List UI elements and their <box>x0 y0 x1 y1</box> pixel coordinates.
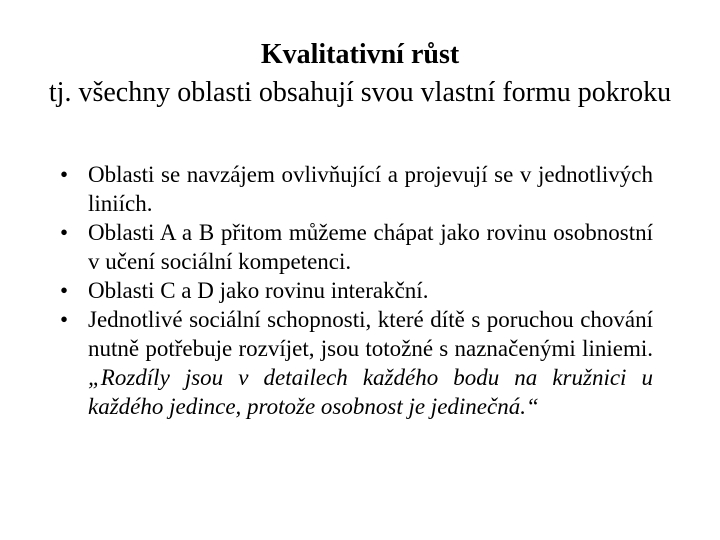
bullet-dot-icon: • <box>60 220 69 245</box>
title-main: Kvalitativní růst <box>260 39 460 70</box>
bullet-text: Oblasti se navzájem ovlivňující a projevují se v jednotlivých liniích. <box>88 162 653 216</box>
bullet-list <box>56 160 653 421</box>
bullet-quote: „Rozdíly jsou v detailech každého bodu na kružnici u každého jedince, protože osobnost je jedinečná.“ <box>88 365 653 419</box>
bullet-text: Oblasti A a B přitom můžeme chápat jako rovinu osobnostní v učení sociální kompetenci. <box>88 220 653 274</box>
bullet-item <box>56 305 653 421</box>
bullet-item <box>56 160 653 218</box>
bullet-item <box>56 218 653 276</box>
bullet-dot-icon: • <box>60 162 69 187</box>
bullet-dot-icon: • <box>60 307 69 332</box>
title-subtitle: tj. všechny oblasti obsahují svou vlastní formu pokroku <box>48 77 672 108</box>
bullet-item <box>56 276 653 305</box>
bullet-text: Jednotlivé sociální schopnosti, které dítě s poruchou chování nutně potřebuje rozvíjet, jsou totožné s naznačenými liniemi. <box>88 307 653 361</box>
bullet-text: Oblasti C a D jako rovinu interakční. <box>88 278 429 303</box>
bullet-dot-icon: • <box>60 278 69 303</box>
slide-title <box>40 36 680 112</box>
